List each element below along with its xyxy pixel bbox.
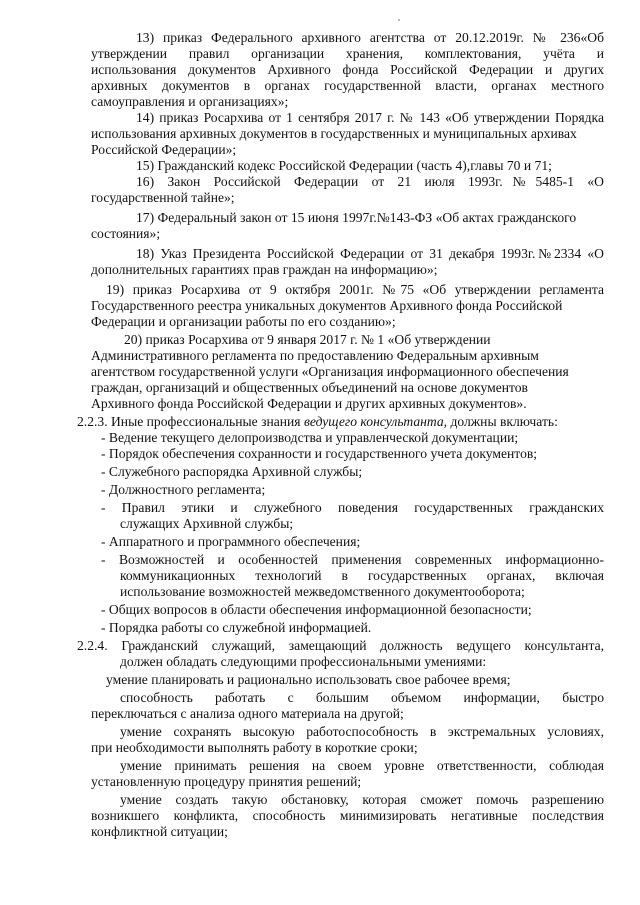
heading-text: 2.2.3. Иные профессиональные знания (77, 414, 304, 429)
text-line: 14) приказ Росархива от 1 сентября 2017 г. № 143 «Об утверждении Порядка (136, 110, 604, 125)
text-line: 16) Закон Российской Федерации от 21 июля 1993г.№5485-1 «О (136, 174, 604, 189)
text-line: архивных документов в органах государственной власти, органах местного (91, 78, 604, 93)
section-heading-2-2-4: 2.2.4. Гражданский служащий, замещающий должность ведущего консультанта, (77, 638, 604, 653)
text-line: дополнительных гарантиях прав граждан на информацию»; (91, 262, 438, 277)
text-line: возникшего конфликта, способность минимизировать негативные последствия (91, 808, 604, 823)
list-item: - Правил этики и служебного поведения государственных гражданских (101, 500, 604, 515)
text-line: агентством государственной услуги «Организация информационного обеспечения (91, 364, 569, 379)
list-item: - Порядок обеспечения сохранности и государственного учета документов; (101, 446, 538, 461)
text-line: государственной тайне»; (91, 190, 235, 205)
text-line: 18) Указ Президента Российской Федерации от 31 декабря 1993г.№2334 «О (136, 246, 604, 261)
text-line: утверждении правил организации хранения, комплектования, учёта и (91, 46, 604, 61)
list-item-continued: использование возможностей межведомственного документооборота; (120, 584, 525, 599)
list-item-continued: служащих Архивной службы; (120, 516, 294, 531)
text-line: использования документов Архивного фонда Российской Федерации и других (91, 62, 604, 77)
text-line: умение сохранять высокую работоспособность в экстремальных условиях, (120, 724, 604, 739)
text-line: использования архивных документов в государственных и муниципальных архивах (91, 126, 577, 141)
text-line: граждан, организаций и общественных объединений на основе документов (91, 380, 528, 395)
position-title: ведущего консультанта, (303, 414, 448, 429)
text-line: Архивного фонда Российской Федерации и других архивных документов». (91, 396, 527, 411)
text-line: состояния»; (91, 226, 161, 241)
text-line: умение планировать и рационально использовать свое рабочее время; (106, 672, 511, 687)
list-item: - Общих вопросов в области обеспечения информационной безопасности; (101, 602, 532, 617)
list-item: - Порядка работы со служебной информацией. (101, 620, 372, 635)
text-line: переключаться с анализа одного материала на другой; (91, 706, 404, 721)
list-item: - Ведение текущего делопроизводства и управленческой документации; (101, 430, 519, 445)
text-line: умение принимать решения на своем уровне ответственности, соблюдая (120, 758, 604, 773)
text-line: Государственного реестра уникальных документов Архивного фонда Российской (91, 298, 563, 313)
text-line: 17) Федеральный закон от 15 июня 1997г.№143-ФЗ «Об актах гражданского (136, 210, 577, 225)
text-line: самоуправления и организациях»; (91, 94, 289, 109)
list-item: - Возможностей и особенностей применения современных информационно- (101, 552, 604, 567)
list-item: - Должностного регламента; (101, 482, 266, 497)
text-line: установленную процедуру принятия решений; (91, 774, 362, 789)
heading-text-end: должны включать: (447, 414, 558, 429)
text-line: конфликтной ситуации; (91, 824, 228, 839)
text-line: Российской Федерации»; (91, 142, 237, 157)
text-line: 13) приказ Федерального архивного агентства от 20.12.2019г. № 236«Об (136, 30, 604, 45)
section-heading-2-2-3 (77, 414, 558, 430)
text-line: 20) приказ Росархива от 9 января 2017 г. № 1 «Об утверждении (124, 332, 491, 347)
scan-speck (398, 19, 400, 21)
list-item: - Аппаратного и программного обеспечения; (101, 534, 361, 549)
text-line: способность работать с большим объемом информации, быстро (120, 690, 604, 705)
text-line: Административного регламента по предоставлению Федеральным архивным (91, 348, 539, 363)
text-line: должен обладать следующими профессиональными умениями: (120, 654, 487, 669)
text-line: 19) приказ Росархива от 9 октября 2001г. №75 «Об утверждении регламента (106, 282, 604, 297)
text-line: при необходимости выполнять работу в короткие сроки; (91, 740, 418, 755)
list-item: - Служебного распорядка Архивной службы; (101, 464, 363, 479)
text-line: Федерации и организации работы по его созданию»; (91, 314, 396, 329)
text-line: 15) Гражданский кодекс Российской Федерации (часть 4),главы 70 и 71; (136, 158, 552, 173)
text-line: умение создать такую обстановку, которая сможет помочь разрешению (120, 792, 604, 807)
list-item-continued: коммуникационных технологий в государственных органах, включая (120, 568, 604, 583)
